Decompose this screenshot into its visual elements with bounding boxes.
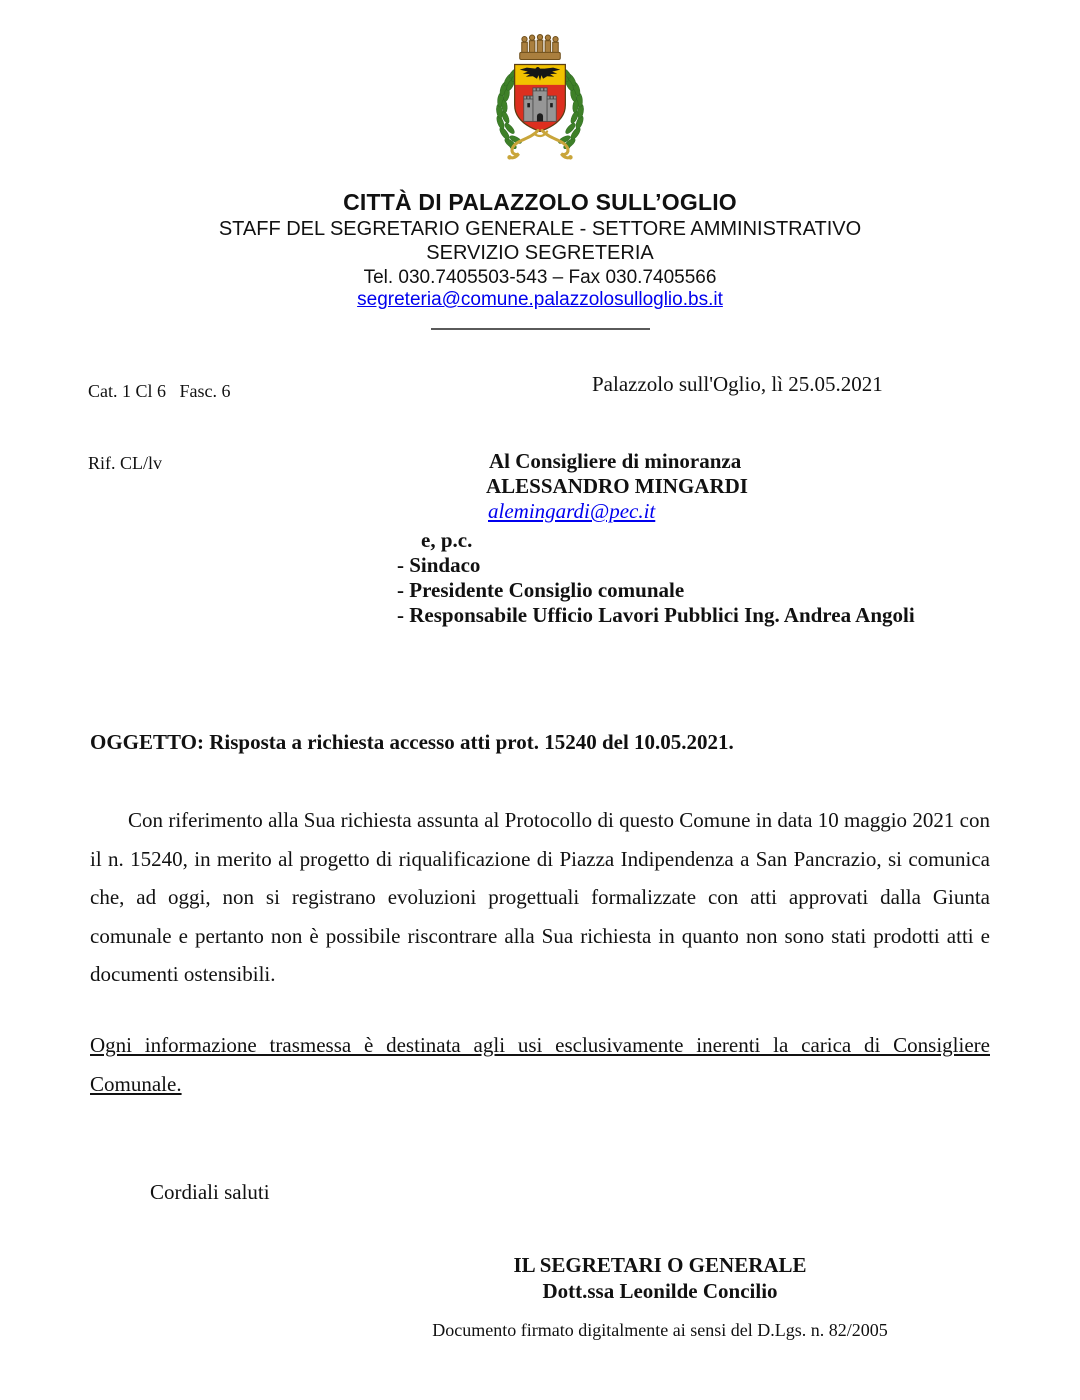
city-coat-of-arms: [474, 26, 606, 173]
header-email-row: [0, 289, 1080, 311]
closing-salutation: Cordiali saluti: [150, 1180, 270, 1204]
body-paragraph-disclaimer: Ogni informazione trasmessa è destinata agli usi esclusivamente inerenti la carica di Consigliere Comunale.: [90, 1033, 990, 1096]
signature-role: IL SEGRETARI O GENERALE: [513, 1253, 807, 1277]
dateline: Palazzolo sull'Oglio, lì 25.05.2021: [592, 372, 883, 396]
header-separator: [431, 328, 650, 330]
recipient-title: Al Consigliere di minoranza: [489, 449, 742, 473]
header-email-link[interactable]: segreteria@comune.palazzolosulloglio.bs.it: [357, 289, 723, 310]
reference-category: Cat. 1 Cl 6 Fasc. 6: [88, 381, 231, 401]
cc-label: e, p.c.: [421, 528, 473, 552]
recipients-block: [397, 449, 915, 628]
org-name: CITTÀ DI PALAZZOLO SULL’OGLIO: [343, 189, 737, 215]
recipient-email-link[interactable]: alemingardi@pec.it: [488, 499, 656, 523]
ribbon-icon: [507, 130, 572, 159]
digital-signature-note: Documento firmato digitalmente ai sensi del D.Lgs. n. 82/2005: [432, 1320, 888, 1340]
body-paragraph-main: Con riferimento alla Sua richiesta assunta al Protocollo di questo Comune in data 10 maggio 2021 con il n. 15240, in merito al progetto di riqualificazione di Piazza Indipendenza a San Pancrazio, si comunica che, ad oggi, non si registrano evoluzioni progettuali formalizzate con atti approvati dalla Giunta comunale e pertanto non è possibile riscontrare alla Sua richiesta in quanto non sono stati prodotti atti e documenti ostensibili.: [90, 808, 990, 986]
recipient-email-row: [488, 499, 915, 524]
cc-item: - Responsabile Ufficio Lavori Pubblici Ing. Andrea Angoli: [397, 603, 915, 627]
reference-block: [88, 331, 231, 523]
shield-icon: [515, 65, 566, 132]
subject-line: OGGETTO: Risposta a richiesta accesso atti prot. 15240 del 10.05.2021.: [90, 730, 734, 754]
reference-initials: Rif. CL/lv: [88, 453, 163, 473]
signature-block: [400, 1252, 920, 1304]
cc-item: - Sindaco: [397, 553, 481, 577]
signature-name: Dott.ssa Leonilde Concilio: [542, 1279, 778, 1303]
phone-fax-line: Tel. 030.7405503-543 – Fax 030.7405566: [363, 267, 717, 288]
mural-crown-icon: [520, 35, 561, 60]
service-line: SERVIZIO SEGRETERIA: [426, 242, 654, 264]
department-line: STAFF DEL SEGRETARIO GENERALE - SETTORE AMMINISTRATIVO: [218, 218, 862, 240]
recipient-name: ALESSANDRO MINGARDI: [486, 474, 748, 498]
cc-item: - Presidente Consiglio comunale: [397, 578, 685, 602]
